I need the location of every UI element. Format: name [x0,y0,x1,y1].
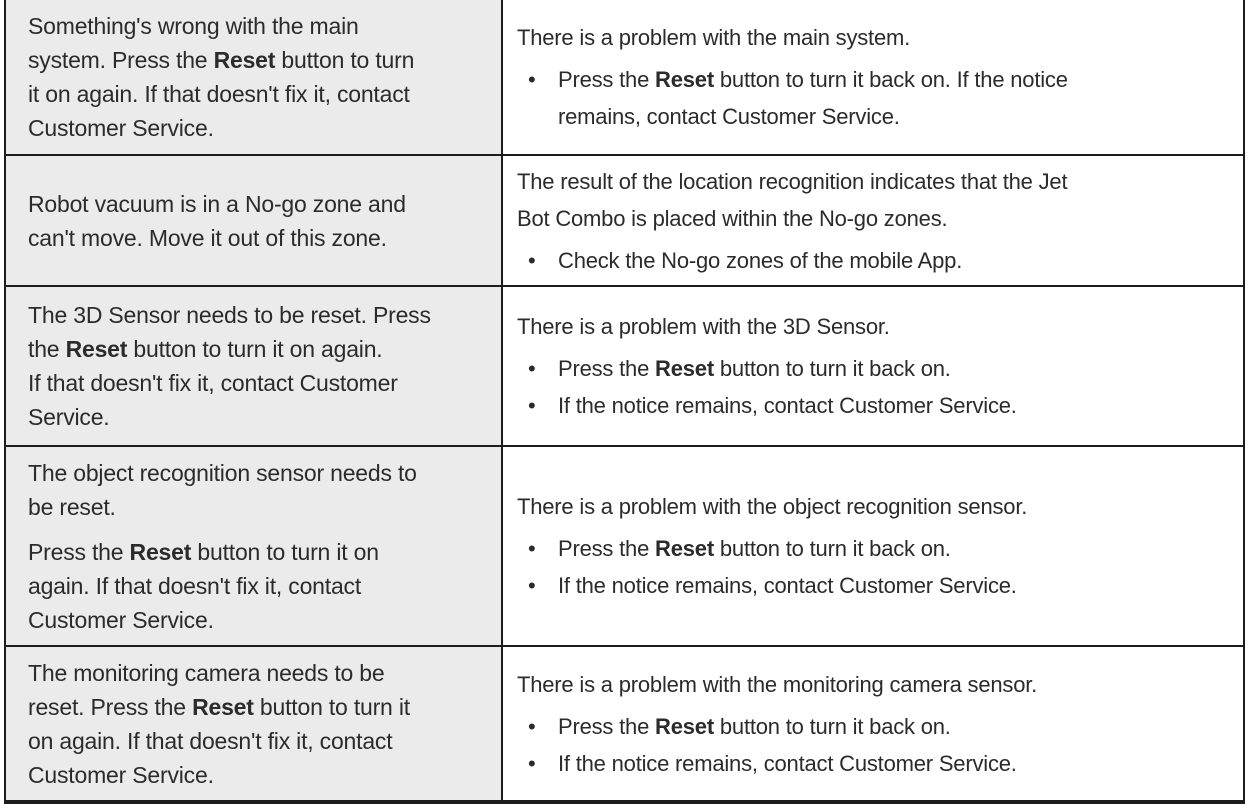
cause-cell [503,447,1243,645]
message-text: The monitoring camera needs to be reset. Press the Reset button to turn it on again. If that doesn't fix it, contact Customer Service. [28,659,410,788]
cause-cell [503,647,1243,800]
cause-description: The result of the location recognition indicates that the Jet Bot Combo is placed within the No-go zones. [517,168,1068,231]
list-item [517,242,1229,279]
message-cell [6,156,503,285]
action-text: If the notice remains, contact Customer Service. [558,750,1017,776]
cause-description: There is a problem with the monitoring camera sensor. [517,671,1038,697]
table-row [6,447,1243,647]
list-item [517,530,1229,567]
message-text: Something's wrong with the main system. Press the Reset button to turn it on again. If that doesn't fix it, contact Customer Service. [28,13,415,141]
message-text: The object recognition sensor needs to be reset. Press the Reset button to turn it on again. If that doesn't fix it, contact Customer Service. [28,459,417,633]
action-list [517,61,1229,135]
table-row [6,647,1243,800]
bullet-icon: • [528,393,536,418]
bullet-icon: • [528,573,536,598]
cause-cell [503,287,1243,445]
list-item [517,567,1229,604]
troubleshooting-table [4,0,1245,804]
action-text: Press the Reset button to turn it back on. [558,356,951,381]
bullet-icon: • [528,67,536,92]
cause-description: There is a problem with the object recognition sensor. [517,494,1028,519]
message-cell [6,0,503,154]
list-item [517,61,1229,135]
list-item [517,708,1229,745]
action-list [517,350,1229,424]
cause-cell [503,0,1243,154]
action-text: Press the Reset button to turn it back on. [558,713,951,739]
message-cell [6,447,503,645]
cause-description: There is a problem with the 3D Sensor. [517,314,890,339]
bullet-icon: • [528,750,536,776]
bullet-icon: • [528,356,536,381]
table-row [6,156,1243,287]
bullet-icon: • [528,247,536,273]
action-text: If the notice remains, contact Customer Service. [558,393,1017,418]
list-item [517,350,1229,387]
message-cell [6,287,503,445]
cause-description: There is a problem with the main system. [517,25,911,50]
cause-cell [503,156,1243,285]
list-item [517,745,1229,782]
table-row [6,287,1243,447]
action-text: Press the Reset button to turn it back on. [558,536,951,561]
action-list [517,708,1229,782]
bullet-icon: • [528,536,536,561]
message-text: Robot vacuum is in a No-go zone and can't move. Move it out of this zone. [28,190,406,251]
action-list [517,242,1229,279]
table-row [6,0,1243,156]
message-text: The 3D Sensor needs to be reset. Press the Reset button to turn it on again. If that doesn't fix it, contact Customer Service. [28,302,431,430]
action-text: Check the No-go zones of the mobile App. [558,247,963,273]
list-item [517,387,1229,424]
bullet-icon: • [528,713,536,739]
action-text: Press the Reset button to turn it back on. If the notice remains, contact Customer Service. [558,67,1068,129]
action-list [517,530,1229,604]
message-cell [6,647,503,800]
action-text: If the notice remains, contact Customer Service. [558,573,1017,598]
